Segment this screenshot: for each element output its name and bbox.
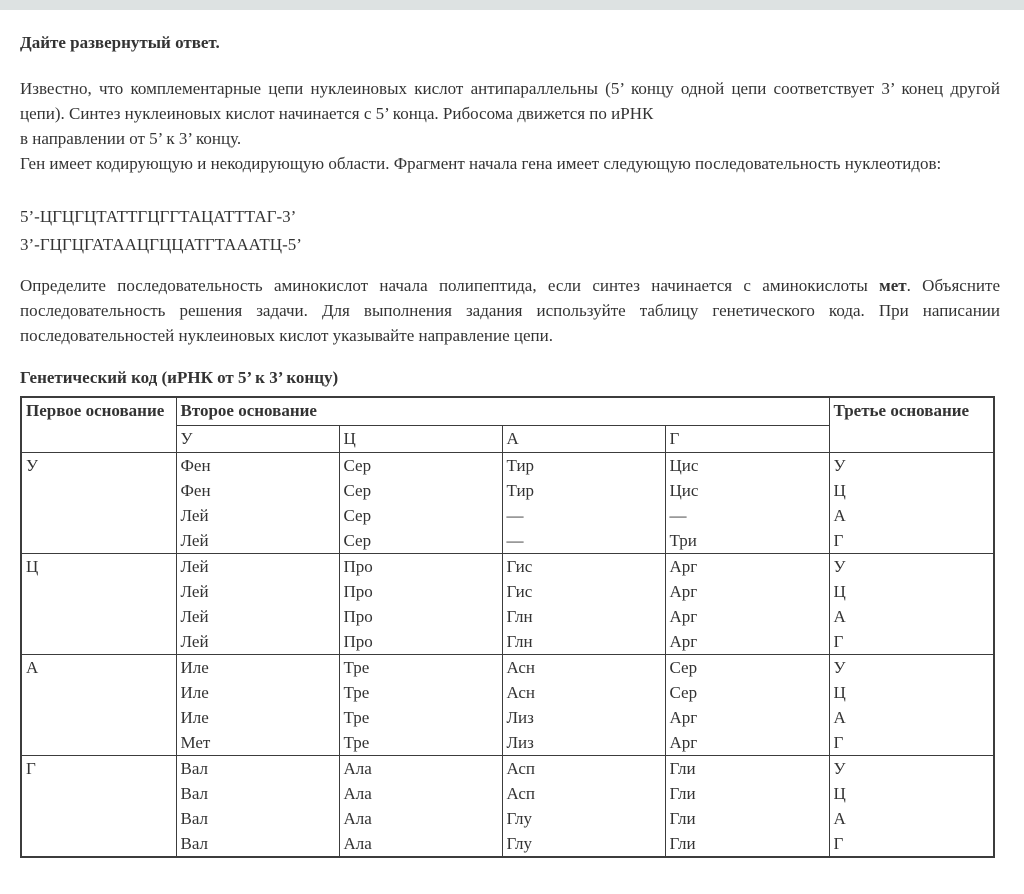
amino-acid: Лей: [180, 631, 209, 651]
amino-acid: Про: [343, 556, 373, 576]
document: [0, 30, 1024, 858]
dna-strand-1: 5’-ЦГЦГЦТАТТГЦГГТАЦАТТТАГ-3’: [20, 207, 297, 226]
amino-acid: Иле: [180, 682, 209, 702]
table-row: [21, 755, 994, 857]
amino-acid: Ала: [343, 758, 372, 778]
table-row: [21, 452, 994, 553]
amino-acid: —: [669, 505, 687, 525]
task-text-before: Определите последовательность аминокислот начала полипептида, если синтез начинается с аминокислоты: [20, 276, 880, 295]
first-base-cell: У: [21, 452, 176, 553]
header-first-base: Первое основание: [21, 397, 176, 452]
third-base: Г: [833, 530, 844, 550]
table-row: [21, 553, 994, 654]
amino-acid: Иле: [180, 707, 209, 727]
third-base: У: [833, 455, 846, 475]
third-base: Г: [833, 833, 844, 853]
third-base-cell: [829, 755, 994, 857]
amino-acid: Сер: [669, 682, 698, 702]
amino-acid: Гли: [669, 808, 696, 828]
amino-acid: Тир: [506, 455, 535, 475]
amino-acid: Три: [669, 530, 697, 550]
table-row: [21, 654, 994, 755]
amino-acid: Асп: [506, 758, 535, 778]
first-base-cell: А: [21, 654, 176, 755]
amino-acid: Гис: [506, 556, 533, 576]
amino-acid: Сер: [343, 455, 372, 475]
amino-acid-cell: [665, 755, 829, 857]
header-base-u: У: [176, 425, 339, 452]
intro-line-1: Известно, что комплементарные цепи нуклеиновых кислот антипараллельны (5’ концу одной цепи соответствует 3’ конец другой цепи). Синтез нуклеиновых кислот начинается с 5’ конца. Рибосома движется по иРНК: [20, 79, 1000, 123]
amino-acid: Асп: [506, 783, 535, 803]
amino-acid: Арг: [669, 581, 698, 601]
header-row-1: [21, 397, 994, 425]
amino-acid: Ала: [343, 783, 372, 803]
amino-acid: Тре: [343, 682, 370, 702]
amino-acid: —: [506, 530, 524, 550]
amino-acid: Мет: [180, 732, 211, 752]
amino-acid-cell: [339, 553, 502, 654]
amino-acid: Сер: [343, 530, 372, 550]
third-base: У: [833, 758, 846, 778]
amino-acid: Тре: [343, 732, 370, 752]
amino-acid: Фен: [180, 480, 211, 500]
third-base-cell: [829, 452, 994, 553]
third-base: Ц: [833, 581, 846, 601]
amino-acid-cell: [502, 654, 665, 755]
amino-acid: Арг: [669, 556, 698, 576]
amino-acid: Цис: [669, 480, 699, 500]
amino-acid: Ала: [343, 833, 372, 853]
amino-acid-cell: [502, 553, 665, 654]
amino-acid-cell: [176, 553, 339, 654]
amino-acid: Гли: [669, 783, 696, 803]
amino-acid: Лей: [180, 556, 209, 576]
amino-acid-cell: [665, 654, 829, 755]
amino-acid-cell: [339, 654, 502, 755]
amino-acid: Лей: [180, 581, 209, 601]
intro-line-2: в направлении от 5’ к 3’ концу.: [20, 129, 242, 148]
third-base: Г: [833, 631, 844, 651]
amino-acid: Гис: [506, 581, 533, 601]
amino-acid: Лей: [180, 505, 209, 525]
intro-paragraph: [20, 76, 1000, 176]
amino-acid: Глу: [506, 808, 533, 828]
genetic-code-table: [20, 396, 995, 858]
header-base-c: Ц: [339, 425, 502, 452]
amino-acid: Вал: [180, 808, 209, 828]
amino-acid: Сер: [343, 505, 372, 525]
third-base: Г: [833, 732, 844, 752]
amino-acid: Про: [343, 581, 373, 601]
top-bar: [0, 0, 1024, 10]
amino-acid: Тре: [343, 657, 370, 677]
intro-line-3: Ген имеет кодирующую и некодирующую области. Фрагмент начала гена имеет следующую последовательность нуклеотидов:: [20, 154, 942, 173]
amino-acid: Арг: [669, 732, 698, 752]
third-base: Ц: [833, 783, 846, 803]
task-bold-met: мет: [879, 276, 907, 295]
amino-acid: Сер: [669, 657, 698, 677]
amino-acid: Арг: [669, 707, 698, 727]
third-base: А: [833, 606, 846, 626]
amino-acid: Глу: [506, 833, 533, 853]
amino-acid: Вал: [180, 833, 209, 853]
amino-acid: Глн: [506, 606, 533, 626]
header-third-base: Третье основание: [829, 397, 994, 452]
third-base: У: [833, 657, 846, 677]
header-second-base: Второе основание: [176, 397, 829, 425]
first-base-cell: Ц: [21, 553, 176, 654]
amino-acid: Гли: [669, 758, 696, 778]
third-base: У: [833, 556, 846, 576]
amino-acid: Вал: [180, 758, 209, 778]
amino-acid-cell: [502, 452, 665, 553]
amino-acid: Сер: [343, 480, 372, 500]
amino-acid: Про: [343, 606, 373, 626]
dna-sequences: [20, 203, 1000, 259]
amino-acid: Лей: [180, 530, 209, 550]
amino-acid: Лиз: [506, 732, 534, 752]
amino-acid: Гли: [669, 833, 696, 853]
amino-acid: Про: [343, 631, 373, 651]
amino-acid: Арг: [669, 631, 698, 651]
amino-acid-cell: [339, 452, 502, 553]
first-base-cell: Г: [21, 755, 176, 857]
amino-acid: Арг: [669, 606, 698, 626]
amino-acid: Лиз: [506, 707, 534, 727]
amino-acid: Фен: [180, 455, 211, 475]
amino-acid: Тре: [343, 707, 370, 727]
task-paragraph: [20, 273, 1000, 348]
third-base: А: [833, 707, 846, 727]
dna-strand-2: 3’-ГЦГЦГАТААЦГЦЦАТГТАААТЦ-5’: [20, 235, 302, 254]
amino-acid-cell: [176, 755, 339, 857]
amino-acid: Лей: [180, 606, 209, 626]
third-base-cell: [829, 654, 994, 755]
amino-acid: Вал: [180, 783, 209, 803]
amino-acid-cell: [176, 654, 339, 755]
amino-acid: Асн: [506, 682, 535, 702]
amino-acid: Цис: [669, 455, 699, 475]
page-title: Дайте развернутый ответ.: [20, 33, 220, 52]
third-base: А: [833, 505, 846, 525]
amino-acid: Тир: [506, 480, 535, 500]
amino-acid: Асн: [506, 657, 535, 677]
header-base-a: А: [502, 425, 665, 452]
amino-acid: Иле: [180, 657, 209, 677]
amino-acid-cell: [665, 553, 829, 654]
amino-acid-cell: [502, 755, 665, 857]
amino-acid: Глн: [506, 631, 533, 651]
third-base: Ц: [833, 480, 846, 500]
amino-acid-cell: [339, 755, 502, 857]
table-header: [21, 397, 994, 452]
amino-acid-cell: [176, 452, 339, 553]
third-base: А: [833, 808, 846, 828]
table-caption: Генетический код (иРНК от 5’ к 3’ концу): [20, 368, 339, 387]
third-base-cell: [829, 553, 994, 654]
genetic-code-body: [21, 452, 994, 857]
amino-acid: —: [506, 505, 524, 525]
third-base: Ц: [833, 682, 846, 702]
header-base-g: Г: [665, 425, 829, 452]
amino-acid-cell: [665, 452, 829, 553]
task-text-after: . Объясните последовательность решения задачи. Для выполнения задания используйте таблицу генетического кода. При написании последовательностей нуклеиновых кислот указывайте направление цепи.: [20, 276, 1001, 345]
amino-acid: Ала: [343, 808, 372, 828]
